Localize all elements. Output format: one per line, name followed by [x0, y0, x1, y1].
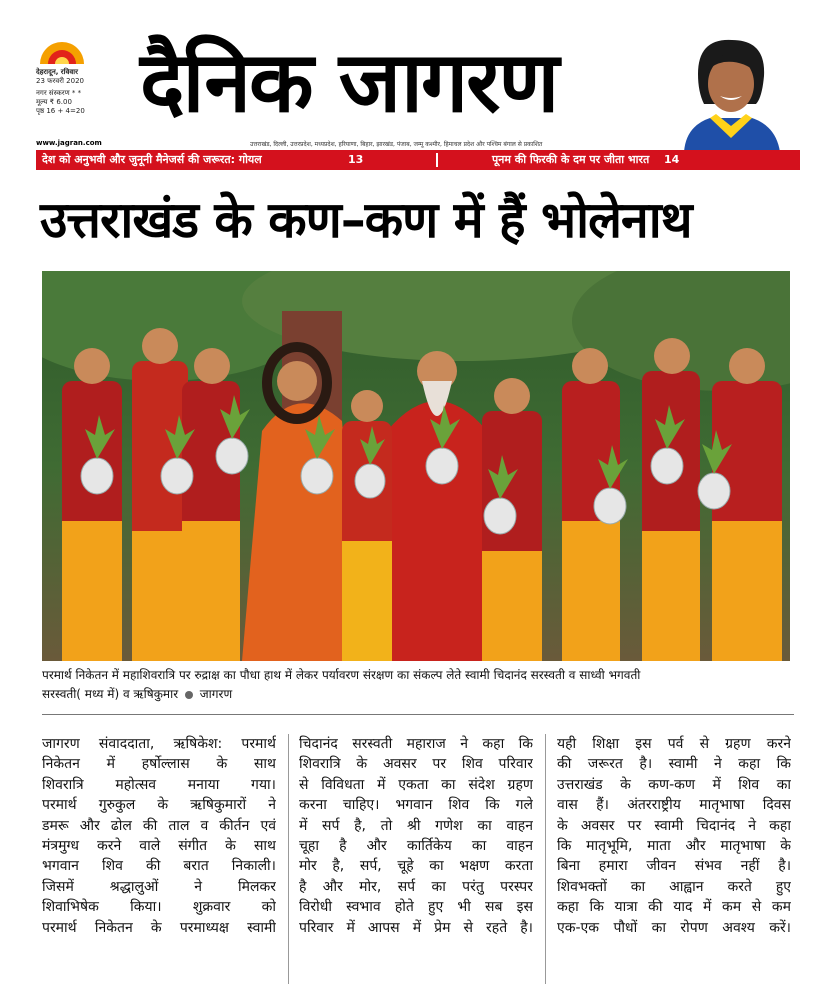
- editions-line: उत्तराखंड, दिल्ली, उत्तरप्रदेश, मध्यप्रदेश, हरियाणा, बिहार, झारखंड, पंजाब, जम्मू कश्मीर, हिमाचल प्रदेश और पश्चिम बंगाल से प्रकाशित: [250, 141, 543, 148]
- teaser-1-text[interactable]: देश को अनुभवी और जुनूनी मैनेजर्स की जरूरत: गोयल: [42, 153, 262, 166]
- photo-caption: [42, 666, 794, 704]
- meta-date: 23 फरवरी 2020: [36, 77, 84, 85]
- article-line: शिवभक्तों का आह्वान करते हुए: [557, 878, 791, 895]
- teaser-2-page: 14: [664, 153, 680, 166]
- meta-price: मूल्य ₹ 6.00: [36, 98, 72, 106]
- article-headline: उत्तराखंड के कण–कण में हैं भोलेनाथ: [40, 191, 692, 249]
- article-line: मंत्रमुग्ध करने वाले संगीत के साथ: [42, 838, 276, 855]
- article-line: परमार्थ निकेतन के परमाध्यक्ष स्वामी: [42, 919, 276, 936]
- article-line: चूहा है और कार्तिकेय का वाहन: [299, 838, 533, 855]
- article-line: उत्तराखंड के कण-कण में शिव का: [557, 776, 791, 793]
- meta-edition: नगर संस्करण * *: [36, 89, 82, 97]
- website-link[interactable]: www.jagran.com: [36, 139, 102, 147]
- article-column-2: [299, 734, 533, 938]
- article-photo-image: [42, 271, 790, 661]
- article-line: की जरूरत है। स्वामी ने कहा कि: [557, 756, 791, 773]
- meta-city-day: देहरादून, रविवार: [36, 68, 78, 76]
- column-divider: [288, 734, 289, 984]
- cricketer-portrait-image: [676, 34, 786, 152]
- teaser-1-page: 13: [348, 153, 364, 166]
- article-line: शिवरात्रि महोत्सव मनाया गया।: [42, 776, 276, 793]
- article-line: वास हैं। अंतरराष्ट्रीय मातृभाषा दिवस: [557, 797, 791, 814]
- article-line: कहा कि यात्रा की याद में कम से कम: [557, 899, 791, 916]
- caption-line-2: सरस्वती( मध्य में) व ऋषिकुमार: [42, 687, 179, 701]
- article-column-3: [557, 734, 791, 938]
- photo-credit: जागरण: [199, 687, 233, 701]
- teaser-2-text[interactable]: पूनम की फिरकी के दम पर जीता भारत: [492, 153, 650, 166]
- article-line: मोर है, सर्प, चूहे का भक्षण करता: [299, 858, 533, 875]
- newspaper-title: दैनिक जागरण: [140, 33, 558, 131]
- meta-pages: पृष्ठ 16 + 4=20: [36, 107, 85, 115]
- jagran-sun-logo: [36, 38, 88, 64]
- article-line: चिदानंद सरस्वती महाराज ने कहा कि: [299, 736, 533, 752]
- teaser-divider: [436, 153, 438, 167]
- article-line: कि मातृभूमि, माता और मातृभाषा के: [557, 838, 791, 855]
- article-column-1: [42, 734, 276, 938]
- article-line: बिना हमारा जीवन संभव नहीं है।: [557, 858, 791, 875]
- article-line: निकेतन में हर्षोल्लास के साथ: [42, 756, 276, 773]
- article-line: शिवाभिषेक किया। शुक्रवार को: [42, 899, 276, 916]
- article-line: से विविधता में एकता का संदेश ग्रहण: [299, 776, 533, 793]
- column-divider: [545, 734, 546, 984]
- caption-line-1: परमार्थ निकेतन में महाशिवरात्रि पर रुद्राक्ष का पौधा हाथ में लेकर पर्यावरण संरक्षण का संकल्प लेते स्वामी चिदानंद सरस्वती व साध्वी भगवती: [42, 668, 641, 682]
- article-line: शिवरात्रि के अवसर पर शिव परिवार: [299, 756, 533, 773]
- edition-meta: [36, 68, 126, 116]
- article-line: के अवसर पर स्वामी चिदानंद ने कहा: [557, 817, 791, 834]
- caption-divider: [42, 714, 794, 715]
- article-line: परिवार में आपस में प्रेम से रहते है।: [299, 919, 533, 936]
- article-line: जागरण संवाददाता, ऋषिकेश: परमार्थ: [42, 736, 276, 752]
- credit-bullet-icon: [185, 691, 193, 699]
- article-line: भगवान शिव की बरात निकाली।: [42, 858, 276, 875]
- article-line: यही शिक्षा इस पर्व से ग्रहण करने: [557, 736, 791, 752]
- teaser-bar: [36, 150, 800, 170]
- article-line: करना चाहिए। भगवान शिव कि गले: [299, 797, 533, 814]
- article-line: एक-एक पौधों का रोपण अवश्य करें।: [557, 919, 791, 936]
- article-line: विरोधी स्वभाव होते हुए भी सब इस: [299, 899, 533, 916]
- article-line: में सर्प है, तो श्री गणेश का वाहन: [299, 817, 533, 834]
- article-line: परमार्थ गुरुकुल के ऋषिकुमारों ने: [42, 797, 276, 814]
- article-line: डमरू और ढोल की ताल व कीर्तन एवं: [42, 817, 276, 834]
- article-line: जिसमें श्रद्धालुओं ने मिलकर: [42, 878, 276, 895]
- article-line: है और मोर, सर्प का परंतु परस्पर: [299, 878, 533, 895]
